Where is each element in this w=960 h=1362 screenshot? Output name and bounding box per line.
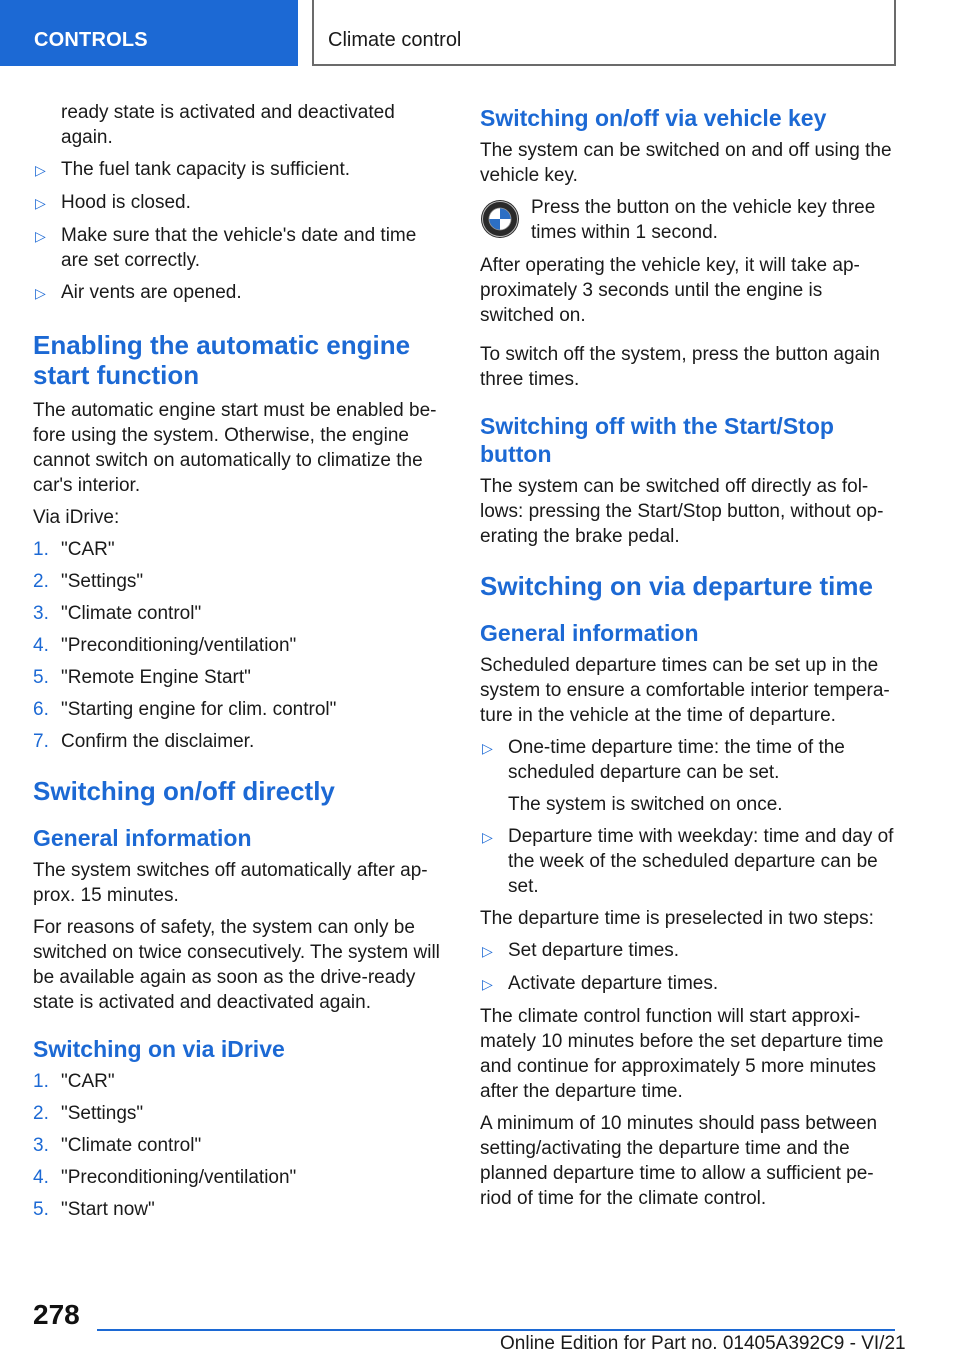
heading-switch-on-idrive: Switching on via iDrive [33,1036,285,1062]
list-item [480,938,896,964]
page-number: 278 [33,1299,80,1330]
step-text: "Preconditioning/ventilation" [61,1167,297,1188]
heading-departure-time: Switching on via departure time [480,571,873,601]
step-number: 6. [33,699,49,720]
heading-start-stop: Switching off with the Start/Stop button [480,413,834,467]
list-item [33,280,448,306]
step-text: "Settings" [61,571,144,592]
header-section-tab: CONTROLS [0,0,298,66]
list-item-text: Hood is closed. [61,192,191,213]
departure-description: Scheduled departure times can be set up in the system to ensure a comfortable interior tempera-ture in the vehicle at the time of departure. [480,655,890,726]
start-stop-text: The system can be switched off directly as fol-lows: pressing the Start/Stop button, without op-erating the brake pedal. [480,476,884,547]
triangle-bullet-icon: ▷ [35,285,46,301]
list-item [33,569,448,594]
step-text: "CAR" [61,539,115,560]
list-item [33,537,448,562]
bmw-logo-icon [480,199,520,239]
list-item-text: The fuel tank capacity is sufficient. [61,159,351,180]
footer-divider [97,1329,895,1331]
triangle-bullet-icon: ▷ [482,740,493,756]
list-item-text: Air vents are opened. [61,282,242,303]
heading-vehicle-key: Switching on/off via vehicle key [480,105,827,131]
list-item [33,1133,448,1158]
list-item-text: Departure time with weekday: time and day of the week of the scheduled departure can be set. [508,826,894,897]
enable-steps-list [33,537,448,754]
step-number: 1. [33,539,49,560]
enable-description: The automatic engine start must be enabled be-fore using the system. Otherwise, the engine cannot switch on automatically to climatize the car's interior. [33,400,437,496]
list-item [33,1069,448,1094]
step-number: 5. [33,1199,49,1220]
left-column [33,100,448,1229]
idrive-steps-list [33,1069,448,1222]
list-item [33,1101,448,1126]
triangle-bullet-icon: ▷ [35,195,46,211]
step-number: 1. [33,1071,49,1092]
list-item [33,633,448,658]
step-text: "Preconditioning/ventilation" [61,635,297,656]
intro-continuation: ready state is activated and deactivated again. [61,102,395,148]
list-item [480,735,896,817]
via-idrive-label: Via iDrive: [33,507,120,528]
step-number: 4. [33,1167,49,1188]
vehicle-key-instruction-text: Press the button on the vehicle key three times within 1 second. [531,197,876,243]
heading-departure-general-info: General information [480,620,699,646]
step-number: 2. [33,1103,49,1124]
auto-off-text: The system switches off automatically after ap-prox. 15 minutes. [33,860,428,906]
step-text: Confirm the disclaimer. [61,731,255,752]
step-text: "Climate control" [61,603,202,624]
climate-timing-text: The climate control function will start approxi-mately 10 minutes before the set departure time and continue for approximately 5 more minutes after the departure time. [480,1006,884,1102]
vehicle-key-instruction [480,195,896,245]
right-column [480,100,896,1218]
list-item-text: Make sure that the vehicle's date and time are set correctly. [61,225,417,271]
step-text: "Start now" [61,1199,155,1220]
step-text: "Starting engine for clim. control" [61,699,337,720]
list-item [33,1197,448,1222]
step-number: 5. [33,667,49,688]
heading-enable-engine-start: Enabling the automatic engine start function [33,330,411,390]
key-off-text: To switch off the system, press the button again three times. [480,344,880,390]
triangle-bullet-icon: ▷ [35,162,46,178]
triangle-bullet-icon: ▷ [482,943,493,959]
one-time-departure-text: One-time departure time: the time of the scheduled departure can be set. [508,737,845,783]
vehicle-key-text: The system can be switched on and off using the vehicle key. [480,140,892,186]
list-item [480,971,896,997]
triangle-bullet-icon: ▷ [35,228,46,244]
safety-text: For reasons of safety, the system can only be switched on twice consecutively. The system will be available again as soon as the drive-ready state is activated and deactivated again. [33,917,440,1013]
list-item [33,157,448,183]
triangle-bullet-icon: ▷ [482,976,493,992]
list-item-text: Activate departure times. [508,973,719,994]
minimum-time-text: A minimum of 10 minutes should pass between setting/activating the departure time and the planned departure time to allow a sufficient pe-riod of time for the climate control. [480,1113,878,1209]
list-item [33,729,448,754]
triangle-bullet-icon: ▷ [482,829,493,845]
step-text: "CAR" [61,1071,115,1092]
preselect-steps-intro: The departure time is preselected in two steps: [480,908,874,929]
list-item [33,601,448,626]
step-text: "Settings" [61,1103,144,1124]
departure-types-list [480,735,896,899]
list-item-text [508,735,896,817]
step-number: 4. [33,635,49,656]
step-number: 3. [33,1135,49,1156]
list-item-text: Set departure times. [508,940,680,961]
heading-general-info: General information [33,825,252,851]
list-item [480,824,896,899]
list-item [33,1165,448,1190]
heading-switching-direct: Switching on/off directly [33,776,335,806]
list-item [33,190,448,216]
list-item [33,697,448,722]
step-number: 2. [33,571,49,592]
requirements-list [33,157,448,306]
step-text: "Remote Engine Start" [61,667,251,688]
step-number: 7. [33,731,49,752]
preselect-steps-list [480,938,896,997]
list-item [33,665,448,690]
step-text: "Climate control" [61,1135,202,1156]
key-delay-text: After operating the vehicle key, it will take ap-proximately 3 seconds until the engine is switched on. [480,255,860,326]
footer-edition: Online Edition for Part no. 01405A392C9 - VI/21 [500,1333,906,1354]
list-item [33,223,448,273]
step-number: 3. [33,603,49,624]
one-time-departure-note: The system is switched on once. [508,794,783,815]
header-chapter-title: Climate control [312,0,896,66]
